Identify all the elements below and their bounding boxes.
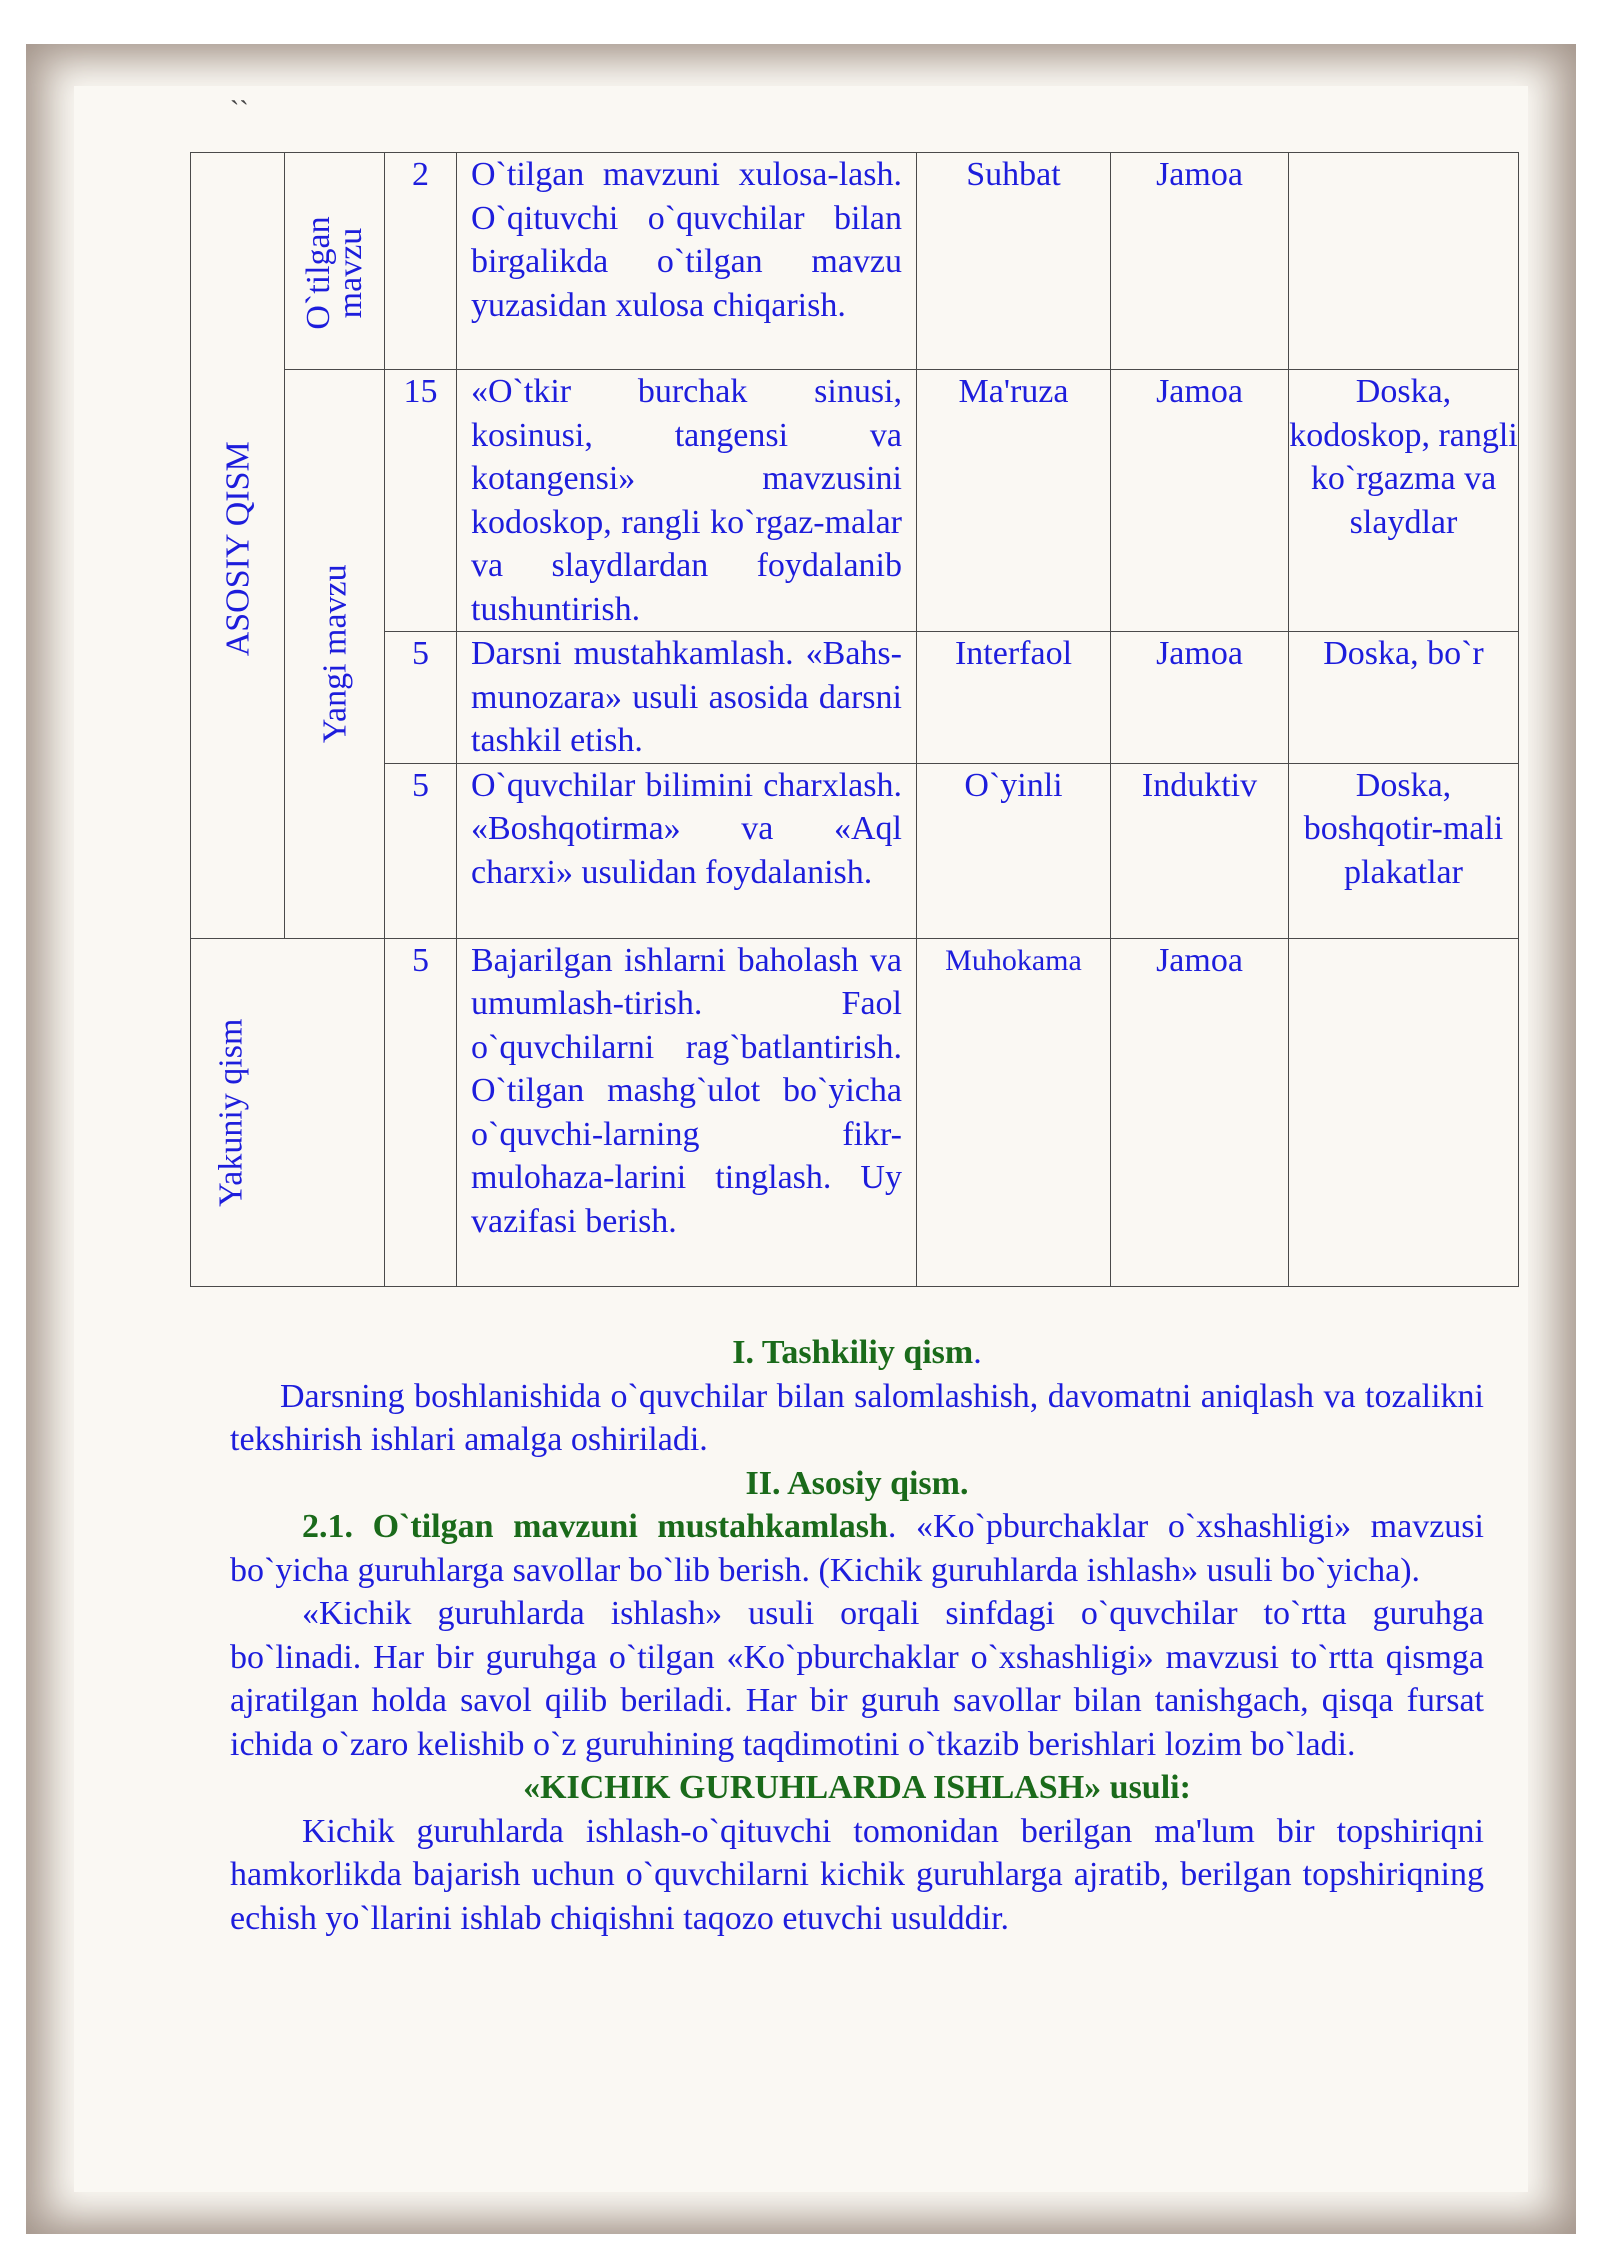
- page-mark: ``: [230, 96, 249, 127]
- form-cell: Jamoa: [1111, 153, 1289, 370]
- description-cell: O`quvchilar bilimini charxlash. «Boshqotirma» va «Aql charxi» usulidan foydalanish.: [457, 763, 917, 938]
- tools-cell: Doska, kodoskop, rangli ko`rgazma va slaydlar: [1289, 370, 1519, 632]
- tools-cell: [1289, 938, 1519, 1286]
- description-cell: Bajarilgan ishlarni baholash va umumlash-tirish. Faol o`quvchilarni rag`batlantirish. O`tilgan mashg`ulot bo`yicha o`quvchi-larning fikr-mulohaza-larini tinglash. Uy vazifasi berish.: [457, 938, 917, 1286]
- method-cell: Muhokama: [917, 938, 1111, 1286]
- form-cell: Induktiv: [1111, 763, 1289, 938]
- group-yangi-mavzu: [285, 370, 385, 939]
- heading-tashkiliy: [230, 1331, 1484, 1375]
- tools-cell: Doska, bo`r: [1289, 632, 1519, 764]
- heading-dot: .: [973, 1334, 982, 1371]
- group-label: Yakuniy qism: [212, 1018, 250, 1207]
- time-cell: 5: [385, 632, 457, 764]
- paragraph: Kichik guruhlarda ishlash-o`qituvchi tomonidan berilgan ma'lum bir topshiriqni hamkorlikda bajarish uchun o`quvchilarni kichik guruhlarga ajratib, berilgan topshiriqning echish yo`llarini ishlab chiqishni taqozo etuvchi usulddir.: [230, 1812, 1484, 1937]
- heading-asosiy: II. Asosiy qism.: [745, 1464, 969, 1502]
- method-cell: Ma'ruza: [917, 370, 1111, 632]
- group-asosiy-qism: [191, 153, 285, 939]
- body-text: [230, 1331, 1484, 1940]
- description-cell: «O`tkir burchak sinusi, kosinusi, tangensi va kotangensi» mavzusini kodoskop, rangli ko`rgaz-malar va slaydlardan foydalanib tushuntirish.: [457, 370, 917, 632]
- paragraph-rest: . «Ko`pburchaklar o`xshashligi» mavzusi bo`yicha guruhlarga savollar bo`lib berish. (Kichik guruhlarda ishlash» usuli bo`yicha).: [230, 1508, 1484, 1589]
- subheading-lead: 2.1. O`tilgan mavzuni mustahkamlash: [302, 1508, 888, 1545]
- description-cell: Darsni mustahkamlash. «Bahs-munozara» usuli asosida darsni tashkil etish.: [457, 632, 917, 764]
- form-cell: Jamoa: [1111, 938, 1289, 1286]
- paragraph: «Kichik guruhlarda ishlash» usuli orqali sinfdagi o`quvchilar to`rtta guruhga bo`linadi. Har bir guruhga o`tilgan «Ko`pburchaklar o`xshashligi» mavzusi to`rtta qismga ajratilgan holda savol qilib beriladi. Har bir guruh savollar bilan tanishgach, qisqa fursat ichida o`zaro kelishib o`z guruhining taqdimotini o`tkazib berishlari lozim bo`ladi.: [230, 1595, 1484, 1763]
- tools-cell: Doska, boshqotir-mali plakatlar: [1289, 763, 1519, 938]
- group-otilgan-mavzu: [285, 153, 385, 370]
- form-cell: Jamoa: [1111, 370, 1289, 632]
- form-cell: Jamoa: [1111, 632, 1289, 764]
- method-cell: Interfaol: [917, 632, 1111, 764]
- time-cell: 15: [385, 370, 457, 632]
- time-cell: 5: [385, 763, 457, 938]
- table-row: [191, 938, 1519, 1286]
- group-label: Yangi mavzu: [315, 564, 353, 744]
- paragraph: Darsning boshlanishida o`quvchilar bilan salomlashish, davomatni aniqlash va tozalikni tekshirish ishlari amalga oshiriladi.: [230, 1377, 1484, 1458]
- tools-cell: [1289, 153, 1519, 370]
- table-row: [191, 763, 1519, 938]
- table-row: [191, 632, 1519, 764]
- group-label: ASOSIY QISM: [218, 441, 256, 657]
- heading-method: «KICHIK GURUHLARDA ISHLASH» usuli:: [523, 1769, 1191, 1806]
- time-cell: 2: [385, 153, 457, 370]
- paragraph: [230, 1505, 1484, 1592]
- time-cell: 5: [385, 938, 457, 1286]
- table-row: [191, 370, 1519, 632]
- description-cell: O`tilgan mavzuni xulosa-lash. O`qituvchi o`quvchilar bilan birgalikda o`tilgan mavzu yuzasidan xulosa chiqarish.: [457, 153, 917, 370]
- group-yakuniy-qism: [191, 938, 385, 1286]
- method-cell: O`yinli: [917, 763, 1111, 938]
- method-cell: Suhbat: [917, 153, 1111, 370]
- lesson-plan-table: [190, 152, 1519, 1287]
- table-row: [191, 153, 1519, 370]
- heading-text: I. Tashkiliy qism: [732, 1334, 974, 1371]
- group-label: O`tilgan mavzu: [299, 216, 369, 330]
